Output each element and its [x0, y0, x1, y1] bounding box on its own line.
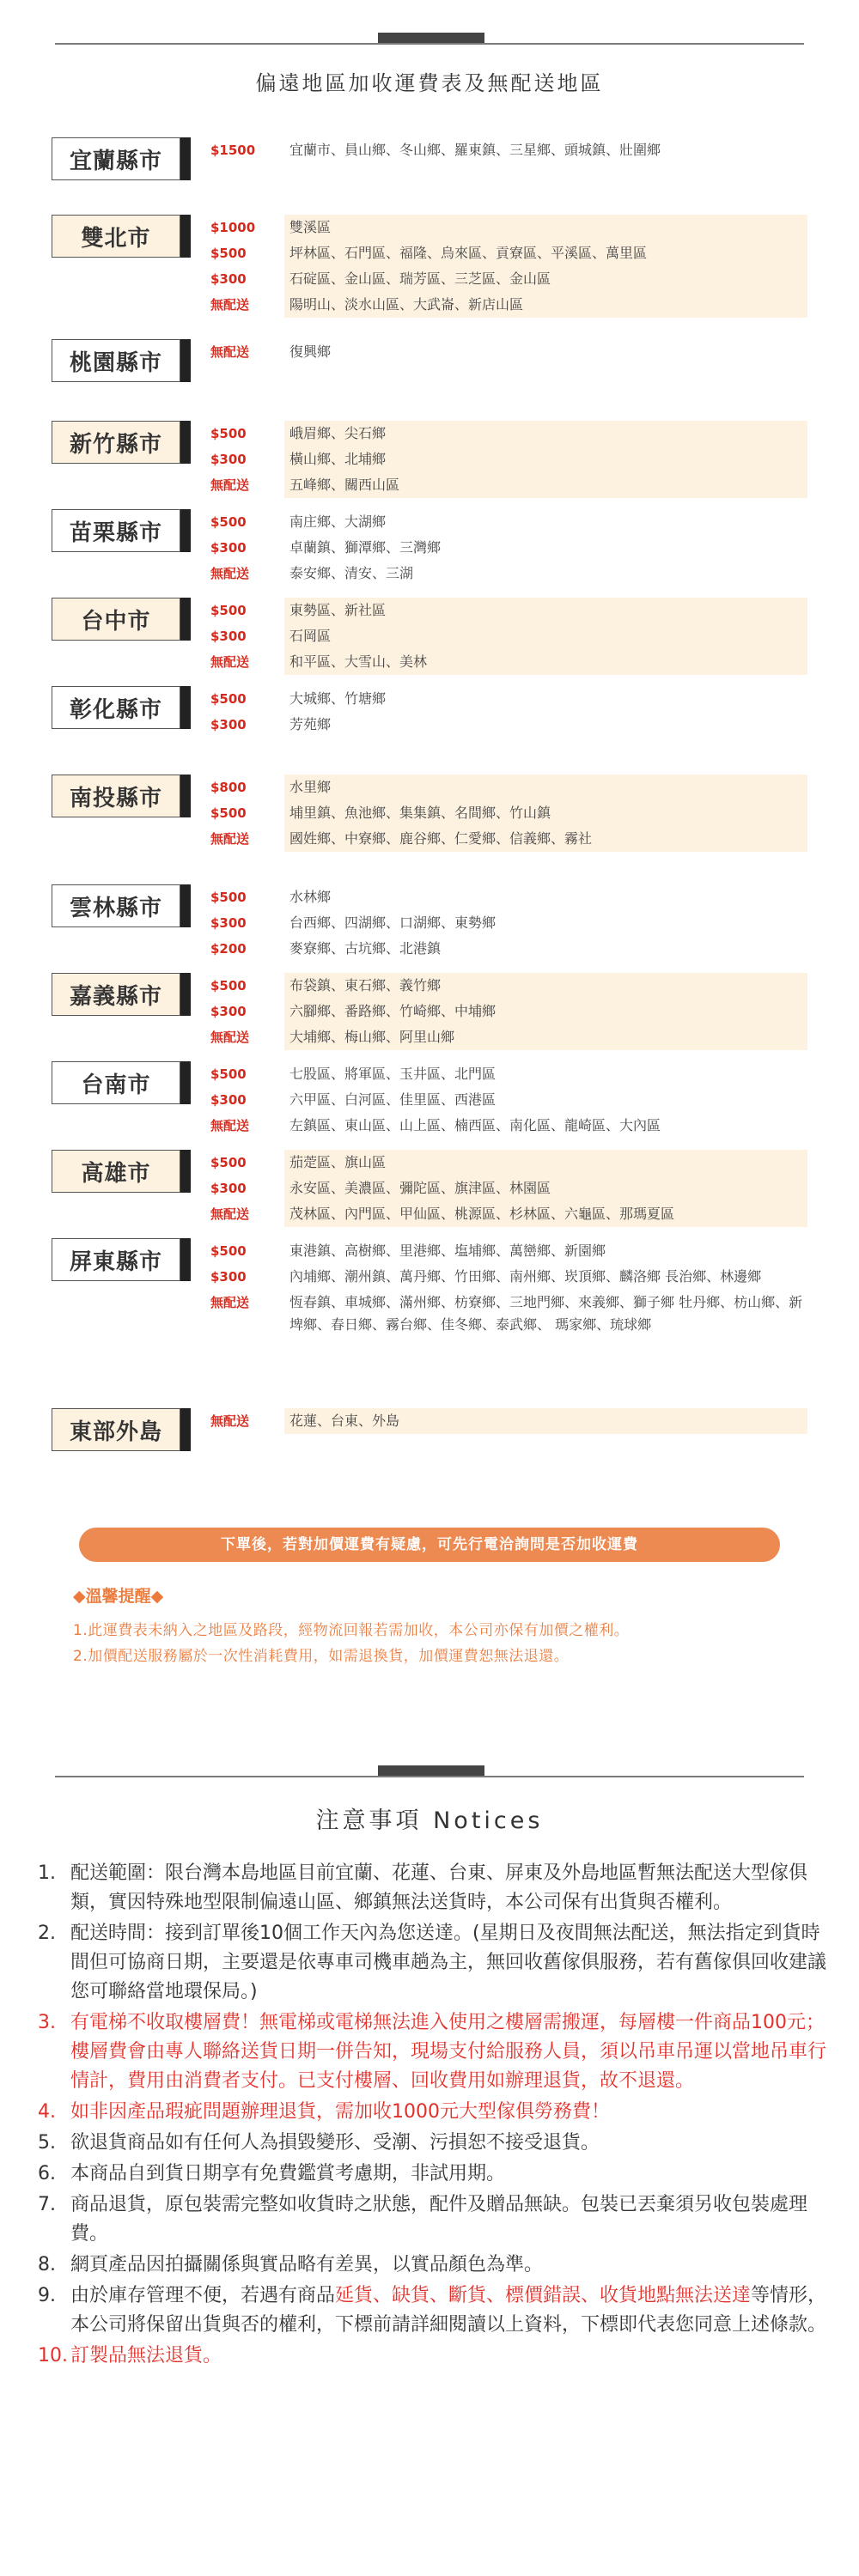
reminder-line: 1.此運費表未納入之地區及路段，經物流回報若需加收，本公司亦保有加價之權利。 — [73, 1622, 630, 1639]
city-label — [52, 339, 180, 382]
fee-tier — [210, 1087, 807, 1113]
city-side-bar — [180, 973, 191, 1016]
notice-item — [38, 2160, 828, 2189]
fee-areas: 雙溪區 — [284, 215, 807, 240]
city-label — [52, 775, 180, 817]
city-side-bar — [180, 1238, 191, 1281]
notice-text: 欲退貨商品如有任何人為損毀變形、受潮、污損恕不接受退貨。 — [70, 2132, 600, 2154]
city-label — [52, 215, 180, 258]
notice-text — [70, 2285, 826, 2336]
shipping-title: 偏遠地區加收運費表及無配送地區 — [255, 71, 604, 95]
fee-price: $500 — [210, 978, 247, 993]
city-label — [52, 509, 180, 552]
fee-price: 無配送 — [210, 297, 250, 313]
city-label — [52, 884, 180, 927]
fee-tiers — [210, 339, 807, 365]
city-label — [52, 421, 180, 464]
city-label — [52, 137, 180, 180]
fee-tier — [210, 623, 807, 649]
notice-text-part: 由於庫存管理不便，若遇有商品 — [70, 2285, 336, 2306]
notice-number: 7. — [38, 2194, 56, 2215]
city-side-bar — [180, 884, 191, 927]
city-name: 台中市 — [81, 608, 151, 635]
notice-number: 3. — [38, 2012, 56, 2033]
city-name: 桃園縣市 — [69, 349, 162, 376]
fee-price: 無配送 — [210, 344, 250, 360]
fee-areas: 卓蘭鎮、獅潭鄉、三灣鄉 — [289, 539, 442, 556]
fee-tiers — [210, 686, 807, 738]
city-side-bar — [180, 598, 191, 641]
fee-areas: 左鎮區、東山區、山上區、楠西區、南化區、龍崎區、大內區 — [289, 1117, 661, 1133]
fee-price: $300 — [210, 1004, 247, 1019]
fee-tiers — [210, 1408, 807, 1434]
notice-text: 網頁產品因拍攝關係與實品略有差異，以實品顏色為準。 — [70, 2254, 544, 2275]
notice-text: 有電梯不收取樓層費！無電梯或電梯無法進入使用之樓層需搬運，每層樓一件商品100元；樓層費會由專人聯絡送貨日期一併告知，現場支付給服務人員，須以吊車吊運以當地吊車行情計，費用由消費者支付。已支付樓層、回收費用如辦理退貨，故不退還。 — [70, 2012, 827, 2092]
city-label — [52, 1408, 180, 1451]
notice-text: 配送範圍：限台灣本島地區目前宜蘭、花蓮、台東、屏東及外島地區暫無法配送大型傢俱類，實因特殊地型限制偏遠山區、鄉鎮無法送貨時，本公司保有出貨與否權利。 — [70, 1862, 808, 1913]
fee-price: $300 — [210, 629, 247, 644]
fee-price: $300 — [210, 1181, 247, 1196]
fee-price: $500 — [210, 691, 247, 707]
notice-text: 配送時間：接到訂單後10個工作天內為您送達。(星期日及夜間無法配送，無法指定到貨時間但可協商日期，主要還是依專車司機車趟為主，無回收舊傢俱服務，若有舊傢俱回收建議您可聯絡當地環保局。) — [70, 1923, 827, 2002]
notice-number: 9. — [38, 2285, 56, 2306]
notice-number: 10. — [38, 2345, 68, 2366]
fee-tier — [210, 1201, 807, 1227]
fee-areas: 六甲區、白河區、佳里區、西港區 — [289, 1091, 497, 1108]
fee-tier — [210, 598, 807, 623]
fee-tier — [210, 775, 807, 800]
city-side-bar — [180, 421, 191, 464]
fee-price: $300 — [210, 915, 247, 931]
notice-item — [38, 2129, 828, 2158]
fee-price: $200 — [210, 941, 247, 957]
city-name: 彰化縣市 — [69, 696, 162, 723]
fee-tier — [210, 1264, 807, 1290]
fee-tier — [210, 1113, 807, 1139]
fee-tiers — [210, 775, 807, 852]
fee-tier — [210, 266, 807, 292]
notice-number: 8. — [38, 2254, 56, 2275]
fee-areas: 水里鄉 — [284, 775, 807, 800]
fee-areas: 泰安鄉、清安、三湖 — [289, 565, 414, 581]
fee-tier — [210, 535, 807, 561]
city-side-bar — [180, 1150, 191, 1193]
notice-item — [38, 2251, 828, 2280]
fee-price: $1500 — [210, 143, 256, 158]
notice-text-part: 等情形，本公司將保留出貨與否的權利，下標前請詳細閱讀以上資料，下標即代表您同意上述條款。 — [70, 2285, 827, 2336]
city-side-bar — [180, 1408, 191, 1451]
fee-areas: 復興鄉 — [289, 343, 332, 360]
fee-tier — [210, 910, 807, 936]
fee-tier — [210, 884, 807, 910]
city-side-bar — [180, 339, 191, 382]
fee-tiers — [210, 1061, 807, 1139]
fee-tier — [210, 1024, 807, 1050]
city-side-bar — [180, 686, 191, 729]
fee-price: $300 — [210, 452, 247, 467]
fee-areas: 麥寮鄉、古坑鄉、北港鎮 — [289, 940, 442, 957]
notice-item — [38, 1859, 828, 1917]
notice-item — [38, 1919, 828, 2007]
city-name: 南投縣市 — [69, 785, 162, 811]
city-side-bar — [180, 1061, 191, 1104]
fee-areas: 宜蘭市、員山鄉、冬山鄉、羅東鎮、三星鄉、頭城鎮、壯圍鄉 — [289, 142, 661, 158]
fee-tiers — [210, 884, 807, 962]
city-name: 雲林縣市 — [69, 895, 162, 921]
fee-tier — [210, 1061, 807, 1087]
city-name: 雙北市 — [81, 225, 151, 252]
header-divider — [55, 43, 804, 45]
city-name: 高雄市 — [81, 1160, 151, 1187]
city-label — [52, 686, 180, 729]
notices-section-header — [55, 1757, 804, 1834]
city-side-bar — [180, 509, 191, 552]
fee-price: 無配送 — [210, 1206, 250, 1222]
fee-tiers — [210, 137, 807, 163]
city-name: 苗栗縣市 — [69, 519, 162, 546]
city-label — [52, 598, 180, 641]
city-side-bar — [180, 137, 191, 180]
fee-tier — [210, 509, 807, 535]
fee-price: $500 — [210, 1243, 247, 1259]
fee-areas: 坪林區、石門區、福隆、烏來區、貢寮區、平溪區、萬里區 — [284, 240, 807, 266]
fee-tier — [210, 1238, 807, 1264]
header-divider — [55, 1776, 804, 1777]
fee-tier — [210, 561, 807, 586]
fee-areas: 恆春鎮、車城鄉、滿州鄉、枋寮鄉、三地門鄉、來義鄉、獅子鄉 牡丹鄉、枋山鄉、新埤鄉、春日鄉、霧台鄉、佳冬鄉、泰武鄉、 瑪家鄉、琉球鄉 — [289, 1294, 803, 1333]
notice-number: 5. — [38, 2132, 56, 2154]
fee-price: 無配送 — [210, 566, 250, 581]
city-name: 宜蘭縣市 — [69, 148, 162, 174]
fee-price: $800 — [210, 780, 247, 795]
fee-price: 無配送 — [210, 1413, 250, 1429]
fee-tier — [210, 339, 807, 365]
fee-areas: 七股區、將軍區、玉井區、北門區 — [289, 1066, 497, 1082]
fee-tiers — [210, 509, 807, 586]
notice-number: 2. — [38, 1923, 56, 1944]
city-name: 嘉義縣市 — [69, 983, 162, 1010]
fee-areas: 東港鎮、高樹鄉、里港鄉、塩埔鄉、萬巒鄉、新園鄉 — [289, 1242, 606, 1259]
fee-areas: 大埔鄉、梅山鄉、阿里山鄉 — [284, 1024, 807, 1050]
notice-text: 商品退貨，原包裝需完整如收貨時之狀態，配件及贈品無缺。包裝已丟棄須另收包裝處理費。 — [70, 2194, 808, 2245]
fee-tier — [210, 936, 807, 962]
city-name: 屏東縣市 — [69, 1249, 162, 1275]
fee-price: 無配送 — [210, 477, 250, 493]
fee-price: 無配送 — [210, 1295, 250, 1310]
fee-tier — [210, 800, 807, 826]
fee-tier — [210, 686, 807, 712]
fee-tier — [210, 1290, 807, 1338]
fee-areas: 茄萣區、旗山區 — [284, 1150, 807, 1176]
city-label — [52, 1061, 180, 1104]
fee-price: 無配送 — [210, 831, 250, 847]
fee-tier — [210, 973, 807, 999]
fee-areas: 石岡區 — [284, 623, 807, 649]
fee-price: 無配送 — [210, 1118, 250, 1133]
notice-item — [38, 2342, 828, 2371]
fee-areas: 水林鄉 — [289, 889, 332, 905]
fee-areas: 峨眉鄉、尖石鄉 — [284, 421, 807, 447]
fee-price: $300 — [210, 540, 247, 556]
notice-item — [38, 2281, 828, 2340]
fee-areas: 永安區、美濃區、彌陀區、旗津區、林園區 — [284, 1176, 807, 1201]
notices-list — [38, 1859, 828, 2372]
inquiry-banner: 下單後，若對加價運費有疑慮，可先行電洽詢問是否加收運費 — [79, 1528, 780, 1562]
fee-tier — [210, 1408, 807, 1434]
fee-tier — [210, 292, 807, 318]
fee-price: $500 — [210, 805, 247, 821]
fee-areas: 花蓮、台東、外島 — [284, 1408, 807, 1434]
fee-areas: 東勢區、新社區 — [284, 598, 807, 623]
notice-item — [38, 2190, 828, 2249]
fee-price: $300 — [210, 1092, 247, 1108]
fee-price: $500 — [210, 1155, 247, 1170]
notice-text: 本商品自到貨日期享有免費鑑賞考慮期，非試用期。 — [70, 2163, 506, 2184]
notice-item — [38, 2098, 828, 2127]
fee-areas: 布袋鎮、東石鄉、義竹鄉 — [284, 973, 807, 999]
reminder-title: ◆溫馨提醒◆ — [73, 1587, 164, 1606]
fee-price: $300 — [210, 271, 247, 287]
notice-number: 6. — [38, 2163, 56, 2184]
fee-areas: 台西鄉、四湖鄉、口湖鄉、東勢鄉 — [289, 914, 497, 931]
fee-areas: 埔里鎮、魚池鄉、集集鎮、名間鄉、竹山鎮 — [284, 800, 807, 826]
fee-areas: 陽明山、淡水山區、大武崙、新店山區 — [284, 292, 807, 318]
fee-areas: 南庄鄉、大湖鄉 — [289, 513, 387, 530]
fee-tier — [210, 137, 807, 163]
fee-tier — [210, 1176, 807, 1201]
fee-tier — [210, 215, 807, 240]
shipping-section-header — [55, 26, 804, 94]
city-name: 東部外島 — [69, 1419, 162, 1445]
fee-price: 無配送 — [210, 654, 250, 670]
fee-price: $300 — [210, 1269, 247, 1285]
fee-tier — [210, 447, 807, 472]
reminder-line: 2.加價配送服務屬於一次性消耗費用，如需退換貨，加價運費恕無法退還。 — [73, 1648, 570, 1665]
fee-price: $1000 — [210, 220, 256, 235]
city-name: 台南市 — [81, 1072, 151, 1098]
fee-tier — [210, 999, 807, 1024]
notice-number: 4. — [38, 2101, 56, 2123]
fee-areas: 和平區、大雪山、美林 — [284, 649, 807, 675]
fee-tier — [210, 712, 807, 738]
fee-areas: 內埔鄉、潮州鎮、萬丹鄉、竹田鄉、南州鄉、崁頂鄉、麟洛鄉 長治鄉、林邊鄉 — [289, 1268, 762, 1285]
fee-areas: 石碇區、金山區、瑞芳區、三芝區、金山區 — [284, 266, 807, 292]
fee-tiers — [210, 1238, 807, 1338]
fee-tier — [210, 240, 807, 266]
notice-text: 如非因產品瑕疵問題辦理退貨，需加收1000元大型傢俱勞務費！ — [70, 2101, 610, 2123]
city-label — [52, 1238, 180, 1281]
notice-item — [38, 2008, 828, 2096]
notice-text: 訂製品無法退貨。 — [70, 2345, 222, 2366]
fee-tiers — [210, 1150, 807, 1227]
fee-tiers — [210, 215, 807, 318]
notices-title: 注意事項 Notices — [315, 1807, 544, 1834]
fee-price: $500 — [210, 1066, 247, 1082]
fee-areas: 國姓鄉、中寮鄉、鹿谷鄉、仁愛鄉、信義鄉、霧社 — [284, 826, 807, 852]
fee-price: $300 — [210, 717, 247, 732]
notice-number: 1. — [38, 1862, 56, 1884]
fee-areas: 芳苑鄉 — [289, 716, 332, 732]
city-label — [52, 973, 180, 1016]
city-side-bar — [180, 215, 191, 258]
fee-price: $500 — [210, 890, 247, 905]
fee-tier — [210, 472, 807, 498]
fee-areas: 大城鄉、竹塘鄉 — [289, 690, 387, 707]
fee-tier — [210, 826, 807, 852]
fee-tiers — [210, 598, 807, 675]
fee-price: $500 — [210, 426, 247, 441]
fee-price: $500 — [210, 246, 247, 261]
fee-price: 無配送 — [210, 1030, 250, 1045]
fee-tier — [210, 1150, 807, 1176]
city-name: 新竹縣市 — [69, 431, 162, 458]
fee-areas: 橫山鄉、北埔鄉 — [284, 447, 807, 472]
fee-tiers — [210, 973, 807, 1050]
fee-price: $500 — [210, 514, 247, 530]
fee-tier — [210, 421, 807, 447]
city-side-bar — [180, 775, 191, 817]
fee-price: $500 — [210, 603, 247, 618]
fee-areas: 茂林區、內門區、甲仙區、桃源區、杉林區、六龜區、那瑪夏區 — [284, 1201, 807, 1227]
fee-tier — [210, 649, 807, 675]
fee-areas: 六腳鄉、番路鄉、竹崎鄉、中埔鄉 — [284, 999, 807, 1024]
fee-tiers — [210, 421, 807, 498]
city-label — [52, 1150, 180, 1193]
fee-areas: 五峰鄉、關西山區 — [284, 472, 807, 498]
notice-highlight: 延貨、缺貨、斷貨、標價錯誤、收貨地點無法送達 — [335, 2285, 752, 2306]
